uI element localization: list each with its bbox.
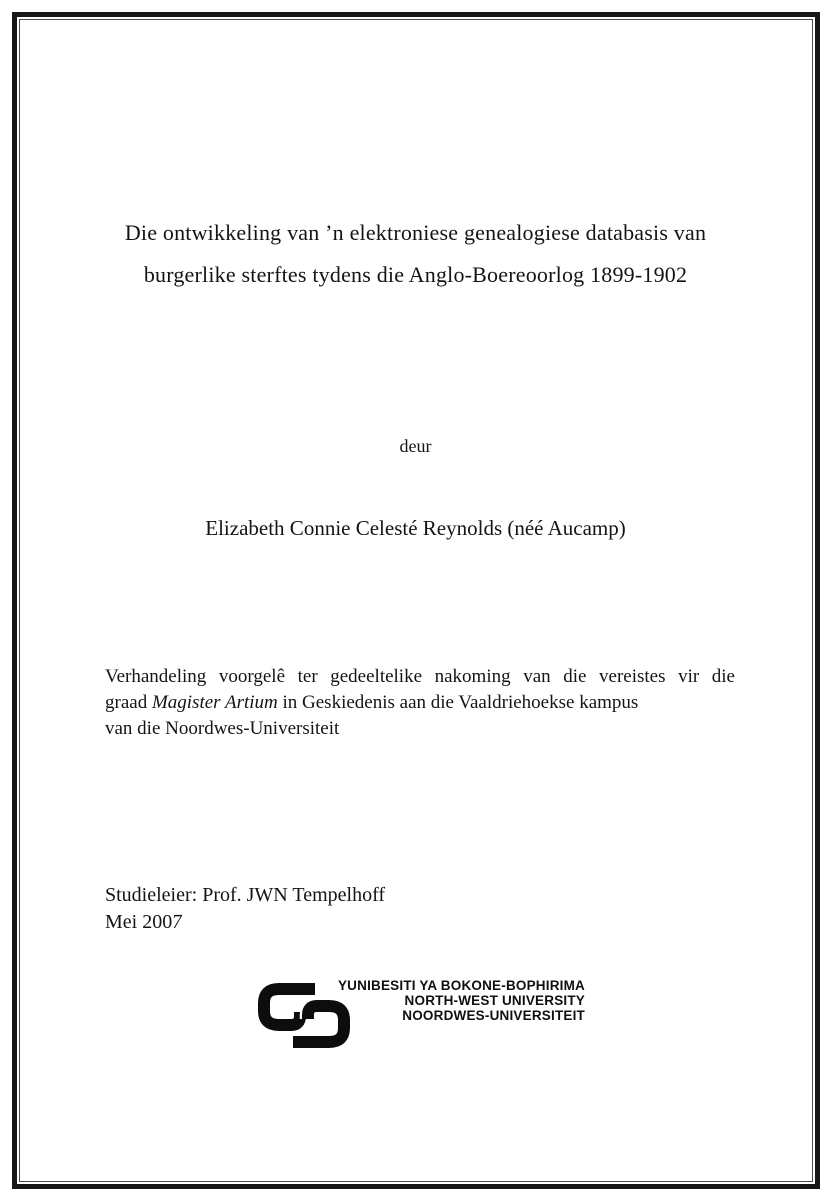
degree-name: Magister Artium: [151, 692, 278, 713]
supervisor-block: [105, 882, 385, 936]
university-name-afrikaans: NOORDWES-UNIVERSITEIT: [402, 1008, 585, 1024]
declaration-line-3: van die Noordwes-Universiteit: [105, 718, 340, 739]
declaration-line-2-suffix: in Geskiedenis aan die Vaaldriehoekse kampus: [277, 692, 639, 713]
university-name-english: NORTH-WEST UNIVERSITY: [404, 993, 585, 1009]
thesis-title-line-2: burgerlike sterftes tydens die Anglo-Boereoorlog 1899-1902: [143, 262, 688, 287]
author-name: Elizabeth Connie Celesté Reynolds (néé Aucamp): [205, 516, 626, 540]
date-last-digit: 7: [171, 911, 184, 933]
supervisor-line: Studieleier: Prof. JWN Tempelhoff: [105, 884, 386, 906]
declaration-line-2-prefix: graad: [105, 692, 152, 713]
declaration-statement: [105, 664, 735, 742]
declaration-line-2: [105, 690, 735, 716]
date-prefix: Mei 200: [105, 911, 173, 933]
thesis-title: [40, 212, 791, 296]
university-logo-lockup: [255, 977, 585, 1052]
date-line: [105, 909, 385, 936]
byline-label: deur: [399, 436, 432, 456]
declaration-line-1: Verhandeling voorgelê ter gedeeltelike nakoming van die vereistes vir die: [105, 666, 735, 687]
university-name-setswana: YUNIBESITI YA BOKONE-BOPHIRIMA: [337, 978, 585, 993]
university-name-block: [268, 978, 585, 1024]
thesis-title-line-1: Die ontwikkeling van ’n elektroniese genealogiese databasis van: [124, 220, 707, 245]
